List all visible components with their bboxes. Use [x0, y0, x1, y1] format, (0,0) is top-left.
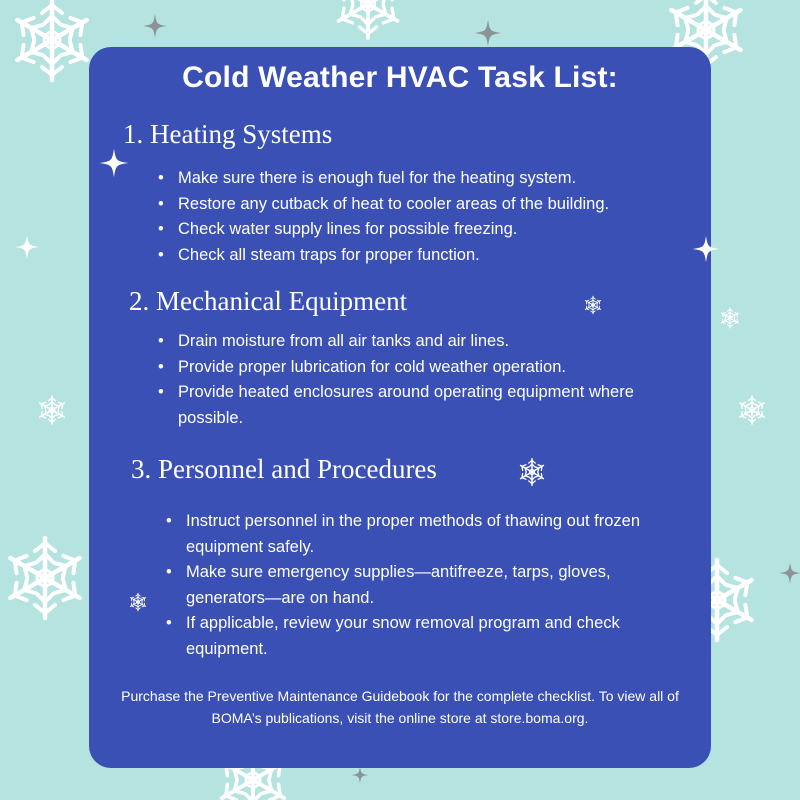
snowflake-icon: [38, 396, 66, 424]
list-item: • If applicable, review your snow removal program and check equipment.: [164, 611, 654, 662]
list-item: • Check all steam traps for proper function.: [156, 243, 696, 269]
list-item: • Drain moisture from all air tanks and air lines.: [156, 329, 656, 355]
snowflake-icon: [12, 0, 91, 80]
sparkle-icon: [475, 20, 501, 46]
section-heading-heating: 1. Heating Systems: [123, 119, 333, 149]
section-heading-mechanical: 2. Mechanical Equipment: [129, 286, 408, 316]
sparkle-icon: [15, 235, 39, 259]
page-title: Cold Weather HVAC Task List:: [182, 61, 618, 94]
list-item: • Provide heated enclosures around operating equipment where possible.: [156, 380, 656, 431]
sparkle-icon: [100, 149, 129, 178]
sparkle-icon: [143, 14, 167, 38]
list-item: • Make sure emergency supplies—antifreeze, tarps, gloves, generators—are on hand.: [164, 560, 654, 611]
list-item: • Restore any cutback of heat to cooler areas of the building.: [156, 192, 696, 218]
snowflake-icon: [738, 396, 766, 424]
snowflake-icon: [519, 459, 545, 485]
sparkle-icon: [352, 767, 369, 784]
snowflake-icon: [334, 0, 401, 38]
list-item: • Check water supply lines for possible freezing.: [156, 217, 696, 243]
snowflake-icon: [5, 538, 84, 618]
list-item: • Make sure there is enough fuel for the heating system.: [156, 166, 696, 192]
personnel-list: [164, 509, 654, 662]
snowflake-icon: [129, 593, 146, 611]
snowflake-icon: [720, 308, 740, 328]
list-item: • Provide proper lubrication for cold weather operation.: [156, 355, 656, 381]
heating-list: [156, 166, 696, 268]
sparkle-icon: [779, 562, 800, 584]
task-list-card: [89, 47, 711, 768]
mechanical-list: [156, 329, 656, 431]
snowflake-icon: [584, 296, 601, 314]
list-item: • Instruct personnel in the proper methods of thawing out frozen equipment safely.: [164, 509, 654, 560]
footer-note: Purchase the Preventive Maintenance Guidebook for the complete checklist. To view all of BOMA’s publications, visit the online store at store.boma.org.: [121, 688, 679, 726]
section-heading-personnel: 3. Personnel and Procedures: [131, 454, 437, 484]
